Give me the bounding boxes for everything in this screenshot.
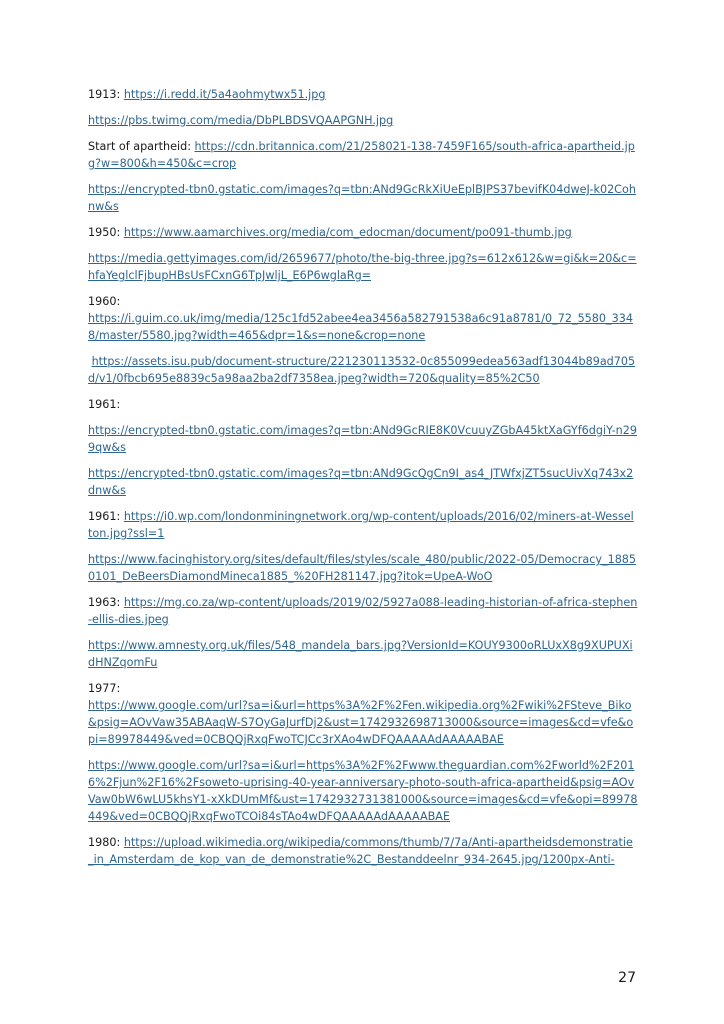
entry-1961-heading bbox=[88, 396, 638, 413]
image-link[interactable]: https://i.guim.co.uk/img/media/125c1fd52abee4ea3456a582791538a6c91a8781/0_72_5580_3348/master/5580.jpg?width=465&dpr=1&s=none&crop=none bbox=[88, 312, 633, 342]
page-number: 27 bbox=[618, 970, 636, 986]
entry-1950 bbox=[88, 224, 638, 241]
entry-link bbox=[88, 637, 638, 671]
entry-link bbox=[88, 757, 638, 825]
entry-link bbox=[88, 181, 638, 215]
image-link[interactable]: https://www.google.com/url?sa=i&url=https%3A%2F%2Fwww.theguardian.com%2Fworld%2F2016%2Fjun%2F16%2Fsoweto-uprising-40-year-anniversary-photo-south-africa-apartheid&psig=AOvVaw0bW6wLU5khsY1-xXkDUmMf&ust=1742932731381000&source=images&cd=vfe&opi=89978449&ved=0CBQQjRxqFwoTCOi84sTAo4wDFQAAAAAdAAAAABAE bbox=[88, 759, 638, 823]
image-link[interactable]: https://mg.co.za/wp-content/uploads/2019/02/5927a088-leading-historian-of-africa-stephen-ellis-dies.jpeg bbox=[88, 596, 638, 626]
year-label: 1950: bbox=[88, 226, 121, 239]
image-link[interactable]: https://www.google.com/url?sa=i&url=https%3A%2F%2Fen.wikipedia.org%2Fwiki%2FSteve_Biko&psig=AOvVaw35ABAaqW-S7OyGaJurfDj2&ust=1742932698713000&source=images&cd=vfe&opi=89978449&ved=0CBQQjRxqFwoTCJCc3rXAo4wDFQAAAAAdAAAAABAE bbox=[88, 699, 634, 746]
year-label: 1980: bbox=[88, 836, 121, 849]
entry-start-of-apartheid bbox=[88, 138, 638, 172]
image-link[interactable]: https://cdn.britannica.com/21/258021-138-7459F165/south-africa-apartheid.jpg?w=800&h=450&c=crop bbox=[88, 140, 635, 170]
image-link[interactable]: https://upload.wikimedia.org/wikipedia/commons/thumb/7/7a/Anti-apartheidsdemonstratie_in_Amsterdam_de_kop_van_de_demonstratie%2C_Bestanddeelnr_934-2645.jpg/1200px-Anti- bbox=[88, 836, 633, 866]
image-link[interactable]: https://www.facinghistory.org/sites/default/files/styles/scale_480/public/2022-05/Democracy_18850101_DeBeersDiamondMineca1885_%20FH281147.jpg?itok=UpeA-WoO bbox=[88, 553, 637, 583]
entry-link bbox=[88, 465, 638, 499]
year-label: 1913: bbox=[88, 88, 121, 101]
year-label: 1961: bbox=[88, 510, 121, 523]
section-label: Start of apartheid: bbox=[88, 140, 191, 153]
image-link[interactable]: https://encrypted-tbn0.gstatic.com/images?q=tbn:ANd9GcQgCn9I_as4_JTWfxjZT5sucUivXq743x2dnw&s bbox=[88, 467, 634, 497]
entry-1980 bbox=[88, 834, 638, 868]
entry-link bbox=[88, 112, 638, 129]
entry-link bbox=[88, 250, 638, 284]
entry-1963 bbox=[88, 594, 638, 628]
year-label: 1961: bbox=[88, 398, 121, 411]
entry-1977 bbox=[88, 680, 638, 748]
entry-link bbox=[88, 422, 638, 456]
entry-link bbox=[88, 353, 638, 387]
image-link[interactable]: https://www.amnesty.org.uk/files/548_mandela_bars.jpg?VersionId=KOUY9300oRLUxX8g9XUPUXidHNZqomFu bbox=[88, 639, 633, 669]
entry-1961 bbox=[88, 508, 638, 542]
entry-1960 bbox=[88, 293, 638, 344]
year-label: 1977: bbox=[88, 682, 121, 695]
year-label: 1960: bbox=[88, 295, 121, 308]
document-page bbox=[88, 86, 638, 877]
image-link[interactable]: https://www.aamarchives.org/media/com_edocman/document/po091-thumb.jpg bbox=[123, 226, 572, 239]
image-link[interactable]: https://encrypted-tbn0.gstatic.com/images?q=tbn:ANd9GcRkXiUeEplBJPS37bevifK04dweJ-k02Cohnw&s bbox=[88, 183, 636, 213]
image-link[interactable]: https://encrypted-tbn0.gstatic.com/images?q=tbn:ANd9GcRIE8K0VcuuyZGbA45ktXaGYf6dgiY-n299qw&s bbox=[88, 424, 637, 454]
image-link[interactable]: https://media.gettyimages.com/id/2659677/photo/the-big-three.jpg?s=612x612&w=gi&k=20&c=hfaYeglclFjbupHBsUsFCxnG6TpJwljL_E6P6wglaRg= bbox=[88, 252, 637, 282]
image-link[interactable]: https://i0.wp.com/londonminingnetwork.org/wp-content/uploads/2016/02/miners-at-Wesselton.jpg?ssl=1 bbox=[88, 510, 634, 540]
entry-link bbox=[88, 551, 638, 585]
image-link[interactable]: https://pbs.twimg.com/media/DbPLBDSVQAAPGNH.jpg bbox=[88, 114, 394, 127]
entry-1913 bbox=[88, 86, 638, 103]
year-label: 1963: bbox=[88, 596, 121, 609]
image-link[interactable]: https://assets.isu.pub/document-structure/221230113532-0c855099edea563adf13044b89ad705d/v1/0fbcb695e8839c5a98aa2ba2df7358ea.jpeg?width=720&quality=85%2C50 bbox=[88, 355, 636, 385]
image-link[interactable]: https://i.redd.it/5a4aohmytwx51.jpg bbox=[123, 88, 326, 101]
